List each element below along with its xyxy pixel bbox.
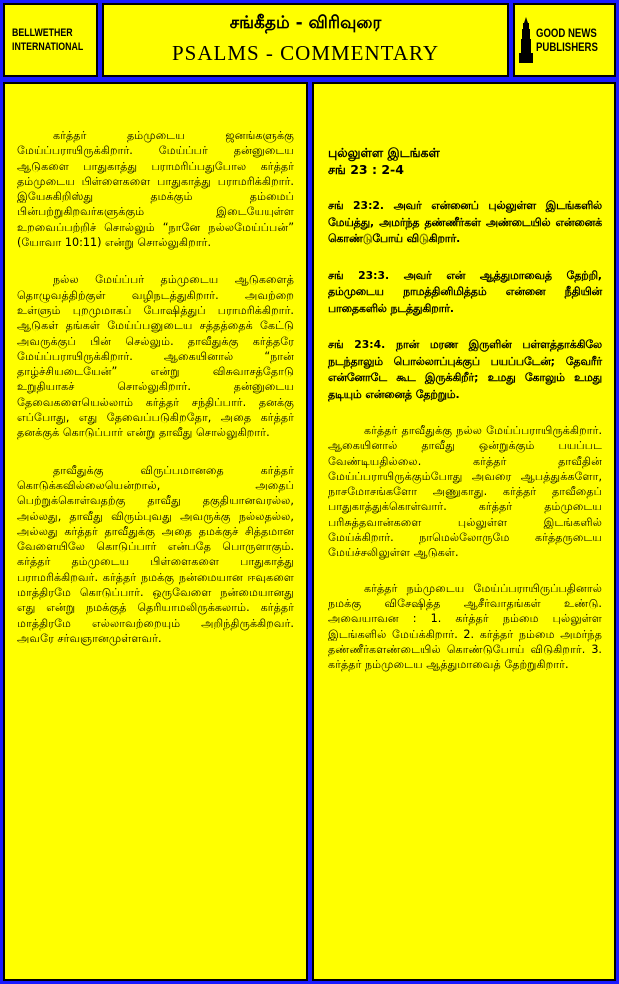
- left-paragraph: கர்த்தர் தம்முடைய ஜனங்களுக்கு மேய்ப்பராயிருக்கிறார். மேய்ப்பர் தன்னுடைய ஆடுகளை பாதுகாத்து பராமரிப்பதுபோல கர்த்தர் தம்முடைய பிள்ளைகளை பாதுகாத்து பராமரிக்கிறார். இயேசுகிறிஸ்து தமக்கும் தம்மைப் பின்பற்றுகிறவர்களுக்கும் இடையேயுள்ள உறவைப்பற்றிச் சொல்லும் “நானே நல்லமேய்ப்பன்” (யோவா 10:11) என்று சொல்லுகிறார்.: [17, 129, 294, 250]
- verse-text: சங் 23:4. நான் மரண இருளின் பள்ளத்தாக்கிலே நடந்தாலும் பொல்லாப்புக்குப் பயப்படேன்; தேவரீர் என்னோடே கூட இருக்கிறீர்; உமது கோலும் உமது தடியும் என்னைத் தேற்றும்.: [328, 338, 602, 401]
- section-heading: [328, 144, 602, 178]
- title-tamil: சங்கீதம் - விரிவுரை: [229, 13, 382, 33]
- right-paragraph: கர்த்தர் நம்முடைய மேய்ப்பராயிருப்பதினால் நமக்கு விசேஷித்த ஆசீர்வாதங்கள் உண்டு. அவையாவன : 1. கர்த்தர் நம்மை புல்லுள்ள இடங்களில் மேய்க்கிறார். 2. கர்த்தர் நம்மை அமர்ந்த தண்ணீர்களண்டையில் கொண்டுபோய் விடுகிறார். 3. கர்த்தர் நம்முடைய ஆத்துமாவைத் தேற்றுகிறார்.: [328, 581, 602, 672]
- right-logo-line2: PUBLISHERS: [536, 40, 598, 54]
- bell-tower-icon: [519, 17, 533, 63]
- left-logo-line1: BELLWETHER: [12, 27, 73, 39]
- page-title-box: [102, 3, 509, 77]
- left-paragraph: நல்ல மேய்ப்பர் தம்முடைய ஆடுகளைத் தொழுவத்திற்குள் வழிநடத்துகிறார். அவற்றை உள்ளும் புறமுமாகப் போஷித்துப் பராமரிக்கிறார். ஆடுகள் தங்கள் மேய்ப்பனுடைய சத்தத்தைக் கேட்டு அவருக்குப் பின் செல்லும். தாவீதுக்கு கர்த்தரே மேய்ப்பராயிருக்கிறார். ஆகையினால் “நான் தாழ்ச்சியடையேன்” என்று விசுவாசத்தோடு உறுதியாகச் சொல்லுகிறார். தன்னுடைய தேவைகளையெல்லாம் கர்த்தர் சந்திப்பார். தனக்கு எப்போது, எது தேவைப்படுகிறதோ, அதை கர்த்தர் தனக்குக் கொடுப்பார் என்று தாவீது சொல்லுகிறார்.: [17, 273, 294, 440]
- title-english: PSALMS - COMMENTARY: [171, 41, 440, 65]
- right-logo-line1: GOOD NEWS: [536, 26, 597, 40]
- good-news-logo: [513, 3, 616, 77]
- bellwether-logo: [3, 3, 98, 77]
- verse-text: சங் 23:2. அவர் என்னைப் புல்லுள்ள இடங்களில் மேய்த்து, அமர்ந்த தண்ணீர்கள் அண்டையில் என்னைக் கொண்டுபோய் விடுகிறார்.: [328, 199, 602, 245]
- left-paragraph: தாவீதுக்கு விருப்பமானதை கர்த்தர் கொடுக்கவில்லையென்றால், அதைப் பெற்றுக்கொள்வதற்கு தாவீது தகுதியானவரல்ல, அல்லது, தாவீது விரும்புவது அவருக்கு நல்லதல்ல, அல்லது கர்த்தர் தாவீதுக்கு அதை தமக்குச் சித்தமான வேளையிலே கொடுப்பார் என்பதே பொருளாகும். கர்த்தர் தம்முடைய பிள்ளைகளை பாதுகாத்து பராமரிக்கிறவர். கர்த்தர் நமக்கு நன்மையான ஈவுகளை மாத்திரமே கொடுப்பார். ஒருவேளை நன்மையானது எது என்று நமக்குத் தெரியாமலிருக்கலாம். கர்த்தர் மாத்திரமே எல்லாவற்றையும் அறிந்திருக்கிறவர். அவரே சர்வஞானமுள்ளவர்.: [17, 463, 294, 645]
- section-heading-reference: சங் 23 : 2-4: [328, 162, 404, 177]
- left-column: [3, 82, 308, 981]
- right-column: [312, 82, 616, 981]
- left-logo-line2: INTERNATIONAL: [12, 41, 84, 53]
- right-paragraph: கர்த்தர் தாவீதுக்கு நல்ல மேய்ப்பராயிருக்கிறார். ஆகையினால் தாவீது ஒன்றுக்கும் பயப்பட வேண்டியதில்லை. கர்த்தர் தாவீதின் மேய்ப்பராயிருக்கும்போது அவரை ஆபத்துக்களோ, நாசமோசங்களோ அணுகாது. கர்த்தர் தாவீதைப் பாதுகாத்துக்கொள்வார். கர்த்தர் தம்முடைய பரிசுத்தவான்களை புல்லுள்ள இடங்களில் மேய்க்கிறார். நாமெல்லோருமே கர்த்தருடைய மேய்ச்சலிலுள்ள ஆடுகள்.: [328, 424, 602, 560]
- verse-text: சங் 23:3. அவர் என் ஆத்துமாவைத் தேற்றி, தம்முடைய நாமத்தினிமித்தம் என்னை நீதியின் பாதைகளில் நடத்துகிறார்.: [328, 268, 602, 315]
- section-heading-title: புல்லுள்ள இடங்கள்: [328, 145, 440, 160]
